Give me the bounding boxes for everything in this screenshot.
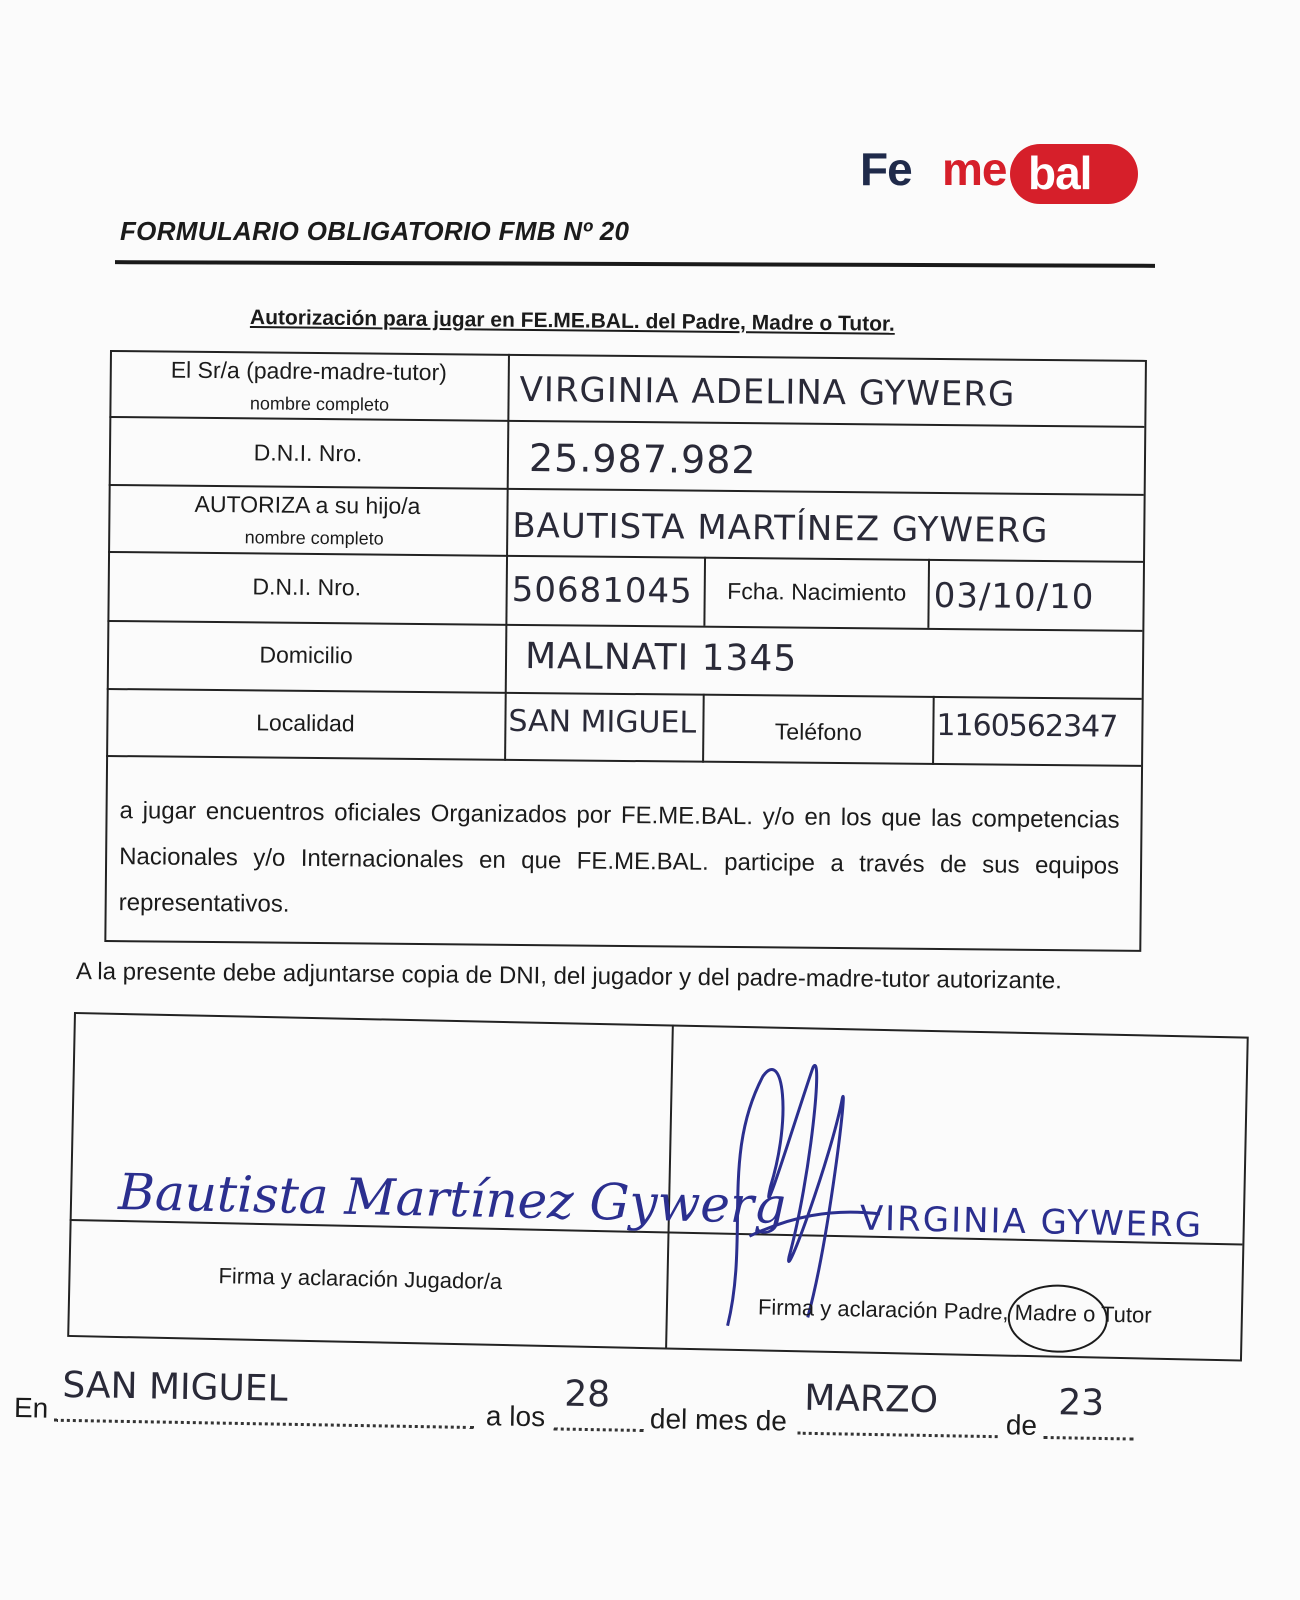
parent-name-field[interactable]: VIRGINIA ADELINA GYWERG [519,369,1016,415]
parent-dni-label: D.N.I. Nro. [253,439,363,467]
player-signature-label: Firma y aclaración Jugador/a [218,1263,503,1295]
parent-printed-name: VIRGINIA GYWERG [859,1198,1204,1246]
en-label: En [13,1392,49,1424]
place-date-line [13,1364,1164,1470]
place-field[interactable]: SAN MIGUEL [62,1364,289,1410]
title-divider [115,260,1155,268]
de-label: de [1005,1409,1038,1441]
address-field[interactable]: MALNATI 1345 [524,635,798,680]
parent-label: El Sr/a (padre-madre-tutor) [170,356,447,386]
logo-text-bal: bal [1028,147,1092,199]
city-field[interactable]: SAN MIGUEL [508,703,697,741]
form-subtitle: Autorización para jugar en FE.ME.BAL. del Padre, Madre o Tutor. [249,306,895,336]
child-label: AUTORIZA a su hijo/a [194,490,421,519]
parent-sublabel: nombre completo [249,393,390,415]
form-title: FORMULARIO OBLIGATORIO FMB Nº 20 [120,216,630,246]
player-signature: Bautista Martínez Gywerg [117,1162,787,1235]
phone-label: Teléfono [774,718,862,746]
parent-dni-field[interactable]: 25.987.982 [528,436,757,483]
child-sublabel: nombre completo [244,527,384,549]
city-label: Localidad [256,709,355,737]
authorization-paragraph: a jugar encuentros oficiales Organizados por FE.ME.BAL. y/o en los que las competencias Nacionales y/o Internacionales en que FE.ME.BAL. participe a través de sus equipos representativos. [118,797,1120,918]
del-mes-label: del mes de [649,1403,788,1437]
authorization-table [104,350,1145,950]
address-label: Domicilio [259,641,353,669]
child-dni-label: D.N.I. Nro. [252,573,362,601]
attachment-note: A la presente debe adjuntarse copia de DNI, del jugador y del padre-madre-tutor autorizante. [75,958,1063,995]
parent-scribble-signature [687,1035,893,1339]
child-dni-field[interactable]: 50681045 [511,569,693,612]
logo-text-fe: Fe [860,143,912,195]
day-field[interactable]: 28 [564,1373,611,1416]
femebal-logo [860,136,1150,216]
phone-field[interactable]: 1160562347 [936,707,1118,745]
logo-text-me: me [942,143,1007,195]
year-field[interactable]: 23 [1057,1382,1105,1425]
signature-box [67,1012,1249,1362]
birth-date-field[interactable]: 03/10/10 [933,575,1095,618]
logo-pill [1010,144,1138,204]
child-name-field[interactable]: BAUTISTA MARTÍNEZ GYWERG [512,505,1049,552]
birth-date-label: Fcha. Nacimiento [727,577,907,606]
month-field[interactable]: MARZO [803,1377,939,1422]
parent-signature-label: Firma y aclaración Padre, Madre o Tutor [757,1294,1152,1328]
a-los-label: a los [485,1400,546,1433]
